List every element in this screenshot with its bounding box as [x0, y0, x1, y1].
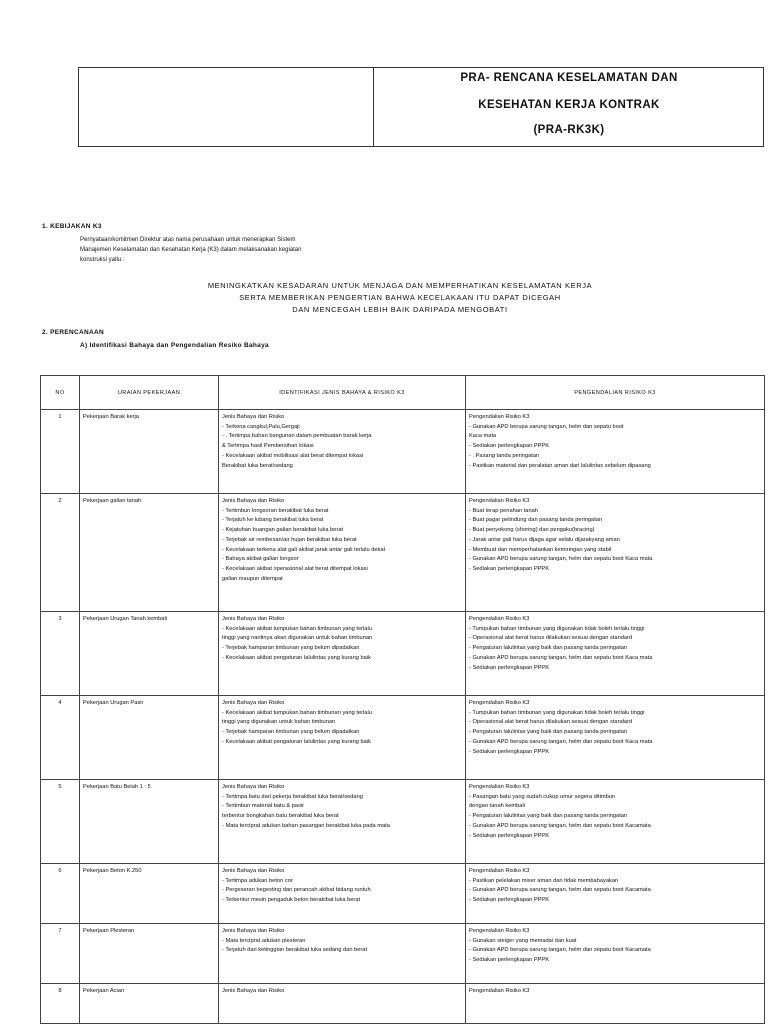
hazard-cell-line: - Terbentur mesin pengaduk beton berakibat luka berat: [222, 897, 361, 904]
control-cell-line: Pengendalian Risiko K3: [469, 498, 530, 504]
control-cell-line: - Pastikan pelelakan mixer aman dan tidak membahayakan: [469, 877, 619, 884]
hazard-cell-line: - Tertimbun longsoran berakibat luka berat: [222, 507, 329, 514]
control-cell-line: - Sediakan perlengkapan PPPK: [469, 832, 549, 839]
row-number-text: 3: [58, 616, 62, 622]
control-cell-line: - Tumpukan bahan timbunan yang digunakan tidak boleh terlalu tinggi: [469, 625, 645, 632]
hazard-cell-line: galian maupun ditempat: [222, 575, 283, 582]
hazard-cell-line: - Kecelakaan akibat operasional alat berat ditempat lokasi: [222, 565, 368, 572]
hazard-cell: [219, 612, 466, 696]
hazard-cell: [219, 984, 466, 1024]
hazard-cell-line: - Terjatuh ke lubang berakibat luka berat: [222, 517, 324, 524]
hazard-cell-line: - . Tertimpa bahan bangunan dalam pembuatan barak kerja: [222, 433, 372, 440]
hazard-cell-line: - Bahaya akibat galian longsor: [222, 556, 299, 563]
planning-heading: 2. PERENCANAAN: [42, 329, 104, 336]
control-cell-line: Pengendalian Risiko K3: [469, 928, 530, 934]
control-cell-line: Pengendalian Risiko K3: [469, 784, 530, 790]
row-number-text: 5: [58, 784, 62, 790]
control-cell-line: - Sediakan perlengkapan PPPK: [469, 565, 549, 572]
control-cell-line: - Pengaturan lalulintas yang baik dan pasang tanda peringatan: [469, 813, 628, 820]
work-item: [80, 410, 219, 494]
work-item: [80, 924, 219, 984]
work-item: [80, 984, 219, 1024]
control-cell-line: - Pasangan batu yang sudah cukup umur segera ditimbun: [469, 793, 616, 800]
title-line-3: (PRA-RK3K): [533, 124, 605, 136]
work-item: [80, 696, 219, 780]
policy-heading: 1. KEBIJAKAN K3: [42, 223, 102, 230]
hazard-cell-line: Jenis Bahaya dan Risiko: [222, 700, 285, 706]
hazard-cell-line: - Kejatuhan buangan galian berakibat luka berat: [222, 527, 344, 534]
control-cell-line: - . Pasang tanda peringatan: [469, 452, 540, 459]
hazard-cell-line: Jenis Bahaya dan Risiko: [222, 784, 285, 790]
control-cell-line: - Buat lerap penahan tanah: [469, 507, 538, 514]
hazard-cell-line: Jenis Bahaya dan Risiko: [222, 868, 285, 874]
row-number: [41, 864, 80, 924]
control-cell-line: - Operasional alat berat harus dilakukan sesuai dengan standard: [469, 635, 633, 642]
control-cell-line: - Gunakan APD berupa sarung tangan, helm dan sepatu boot Kaca mata: [469, 738, 653, 745]
hazard-cell: [219, 924, 466, 984]
hazard-table: [40, 375, 765, 1024]
table-row: [41, 696, 765, 780]
hazard-cell-line: Berakibat luka berat/sedang: [222, 462, 293, 469]
row-number-text: 8: [58, 988, 62, 994]
hazard-cell-line: - Tertimpa adukan beton cor: [222, 877, 293, 884]
hazard-cell-line: - Kecelakaan terkena alat gali akibat jarak antar gali terlalu dekat: [222, 546, 386, 553]
policy-statement-line: SERTA MEMBERIKAN PENGERTIAN BAHWA KECELAKAAN ITU DAPAT DICEGAH: [239, 293, 561, 302]
control-cell-line: - Sediakan perlengkapan PPPK: [469, 664, 549, 671]
row-number: [41, 780, 80, 864]
header-control: PENGENDALIAN RISIKO K3: [466, 376, 765, 410]
work-item-text: Pekerjaan Plesteran: [83, 928, 135, 934]
control-cell-line: - Gunakan APD berupa sarung tangan, helm dan sepatu boot: [469, 423, 624, 430]
policy-statement-line: MENINGKATKAN KESADARAN UNTUK MENJAGA DAN MEMPERHATIKAN KESELAMATAN KERJA: [207, 281, 593, 290]
work-item: [80, 780, 219, 864]
control-cell-line: dengan tanah kembali: [469, 803, 525, 810]
work-item: [80, 864, 219, 924]
hazard-cell-line: - Pergeseran begesting dan perancah akibat bidang runtuh: [222, 887, 371, 894]
control-cell: [466, 696, 765, 780]
header-work: URAIAN PEKERJAAN: [80, 376, 219, 410]
hazard-cell-line: - Mata terciprat adukan bahan pasangan berakibat luka pada mata: [222, 822, 390, 829]
hazard-cell-line: Jenis Bahaya dan Risiko: [222, 616, 285, 622]
control-cell: [466, 984, 765, 1024]
work-item-text: Pekerjaan Barak kerja: [83, 414, 139, 420]
control-cell-line: Pengendalian Risiko K3: [469, 414, 530, 420]
hazard-cell-line: - Kecelakaan akibat tumpukan bahan timbunan yang terlalu: [222, 625, 372, 632]
hazard-cell-line: Jenis Bahaya dan Risiko: [222, 414, 285, 420]
row-number: [41, 410, 80, 494]
control-cell: [466, 494, 765, 612]
title-line-2: KESEHATAN KERJA KONTRAK: [478, 99, 660, 111]
control-cell-line: - Pengaturan lalulintas yang baik dan pasang tanda peringatan: [469, 729, 628, 736]
control-cell: [466, 410, 765, 494]
table-row: [41, 410, 765, 494]
control-cell-line: - Sediakan perlengkapan PPPK: [469, 897, 549, 904]
row-number-text: 6: [58, 868, 62, 874]
control-cell-line: - Operasional alat berat harus dilakukan sesuai dengan standard: [469, 719, 633, 726]
work-item-text: Pekerjaan Acian: [83, 988, 125, 994]
hazard-cell-line: - Kecelakaan akibat pengaturan lalulintas yang kurang baik: [222, 738, 371, 745]
hazard-cell-line: - Tertimpa batu dari pekerja berakibat luka berat/sedang: [222, 793, 363, 800]
control-cell-line: Kaca mata: [469, 433, 497, 440]
row-number-text: 2: [58, 498, 62, 504]
row-number: [41, 494, 80, 612]
hazard-cell: [219, 696, 466, 780]
hazard-cell: [219, 494, 466, 612]
hazard-cell-line: - Terjebak hamparan timbunan yang belum dipadatkan: [222, 729, 360, 736]
work-item-text: Pekerjaan Batu Belah 1 : 5: [83, 784, 151, 790]
header-hazard: IDENTIFIKASI JENIS BAHAYA & RISIKO K3: [219, 376, 466, 410]
row-number-text: 4: [58, 700, 62, 706]
planning-subheading: A) Identifikasi Bahaya dan Pengendalian Resiko Bahaya: [80, 342, 269, 349]
control-cell-line: - Buat penyokong (shoring) dan pengaku(bracing): [469, 527, 595, 534]
control-cell-line: - Gunakan steiger yang memadai dan kuat: [469, 937, 577, 944]
work-item: [80, 612, 219, 696]
row-number: [41, 924, 80, 984]
control-cell: [466, 780, 765, 864]
hazard-cell-line: - Terjatuh dari ketinggian berakibat luka sedang dan berat: [222, 947, 368, 954]
hazard-cell-line: - Terjebak hamparan timbunan yang belum dipadatkan: [222, 645, 360, 652]
table-header-row: [41, 376, 765, 410]
control-cell: [466, 924, 765, 984]
hazard-cell: [219, 780, 466, 864]
control-cell: [466, 612, 765, 696]
policy-body-line: konstruksi yaitu :: [80, 257, 125, 263]
control-cell-line: - Membuat dan memperhatankan kemiringan yang stabil: [469, 546, 612, 553]
control-cell-line: - Gunakan APD berupa sarung tangan, helm dan sepatu boot Kaca mata: [469, 556, 653, 563]
control-cell-line: - Tumpukan bahan timbunan yang digunakan tidak boleh terlalu tinggi: [469, 709, 645, 716]
hazard-cell-line: Jenis Bahaya dan Risiko: [222, 498, 285, 504]
policy-body-line: Manajemen Keselamatan dan Kesehatan Kerja (K3) dalam melaksanakan kegiatan: [80, 247, 302, 253]
control-cell: [466, 864, 765, 924]
hazard-cell-line: tinggi yang digunakan untuk bahan timbunan: [222, 719, 336, 726]
row-number: [41, 696, 80, 780]
hazard-cell-line: Jenis Bahaya dan Risiko: [222, 988, 285, 994]
policy-statement: [180, 280, 620, 316]
policy-body-line: Pernyataan/komitmen Direktur atas nama perusahaan untuk menerapkan Sistem: [80, 237, 296, 243]
table-row: [41, 984, 765, 1024]
work-item-text: Pekerjaan Urugan Tanah kembali: [83, 616, 167, 622]
control-cell-line: - Gunakan APD berupa sarung tangan, helm dan sepatu boot Kaca mata: [469, 654, 653, 661]
control-cell-line: - Sediakan perlengkapan PPPK: [469, 957, 549, 964]
table-row: [41, 494, 765, 612]
row-number: [41, 984, 80, 1024]
control-cell-line: Pengendalian Risiko K3: [469, 616, 530, 622]
hazard-cell-line: tinggi yang nantinya akan digunakan untuk bahan timbunan: [222, 635, 373, 642]
table-body: [41, 410, 765, 1024]
title-line-1: PRA- RENCANA KESELAMATAN DAN: [460, 72, 678, 84]
control-cell-line: - Jarak antar gali harus dijaga agar selalu dijarakyang aman: [469, 536, 620, 543]
control-cell-line: - Sediakan perlengkapan PPPK: [469, 443, 549, 450]
control-cell-line: Pengendalian Risiko K3: [469, 988, 530, 994]
control-cell-line: - Pastikan material dan peralatan aman dari lalulintas sebelum dipasang: [469, 462, 651, 469]
hazard-cell-line: Jenis Bahaya dan Risiko: [222, 928, 285, 934]
table-row: [41, 780, 765, 864]
table-row: [41, 864, 765, 924]
work-item-text: Pekerjaan Beton K.250: [83, 868, 142, 874]
hazard-cell-line: - Mata terciprat adukan plesteran: [222, 937, 306, 944]
hazard-cell-line: terbentur bongkahan batu berakibat luka berat: [222, 813, 339, 820]
control-cell-line: - Gunakan APD berupa sarung tangan, helm dan sepatu boot Kacamata: [469, 887, 651, 894]
hazard-cell-line: - Kecelakaan akibat pengaturan lalulintas yang kurang baik: [222, 654, 371, 661]
work-item-text: Pekerjaan Urugan Pasir: [83, 700, 144, 706]
row-number-text: 1: [58, 414, 62, 420]
control-cell-line: Pengendalian Risiko K3: [469, 868, 530, 874]
hazard-cell-line: - Tertimbun material batu & pasir: [222, 803, 305, 810]
table-row: [41, 924, 765, 984]
header-no: NO: [41, 376, 80, 410]
table-row: [41, 612, 765, 696]
control-cell-line: - Buat pagar pelindung dan pasang tanda peringatan: [469, 517, 603, 524]
policy-statement-line: DAN MENCEGAH LEBIH BAIK DARIPADA MENGOBATI: [292, 305, 508, 314]
control-cell-line: - Sediakan perlengkapan PPPK: [469, 748, 549, 755]
work-item: [80, 494, 219, 612]
hazard-cell-line: - Terkena cangkul,Palu,Gergaji: [222, 423, 300, 430]
row-number-text: 7: [58, 928, 62, 934]
hazard-table-wrapper: [40, 375, 764, 1024]
control-cell-line: - Gunakan APD berupa sarung tangan, helm dan sepatu boot Kacamata: [469, 822, 651, 829]
control-cell-line: - Gunakan APD berupa sarung tangan, helm dan sepatu boot Kacamata: [469, 947, 651, 954]
hazard-cell-line: - Kecelakaan akibat mobilisasi alat berat ditempat lokasi: [222, 452, 364, 459]
policy-body: [80, 235, 301, 265]
hazard-cell-line: - Kecelakaan akibat tumpukan bahan timbunan yang terlalu: [222, 709, 372, 716]
control-cell-line: Pengendalian Risiko K3: [469, 700, 530, 706]
row-number: [41, 612, 80, 696]
hazard-cell: [219, 864, 466, 924]
hazard-cell-line: & Tertimpa hasil Pembersihan lokasi: [222, 443, 314, 450]
hazard-cell-line: - Terjebak air rembesan/air hujan berakibat luka berat: [222, 536, 357, 543]
control-cell-line: - Pengaturan lalulintas yang baik dan pasang tanda peringatan: [469, 645, 628, 652]
work-item-text: Pekerjaan galian tanah: [83, 498, 142, 504]
hazard-cell: [219, 410, 466, 494]
